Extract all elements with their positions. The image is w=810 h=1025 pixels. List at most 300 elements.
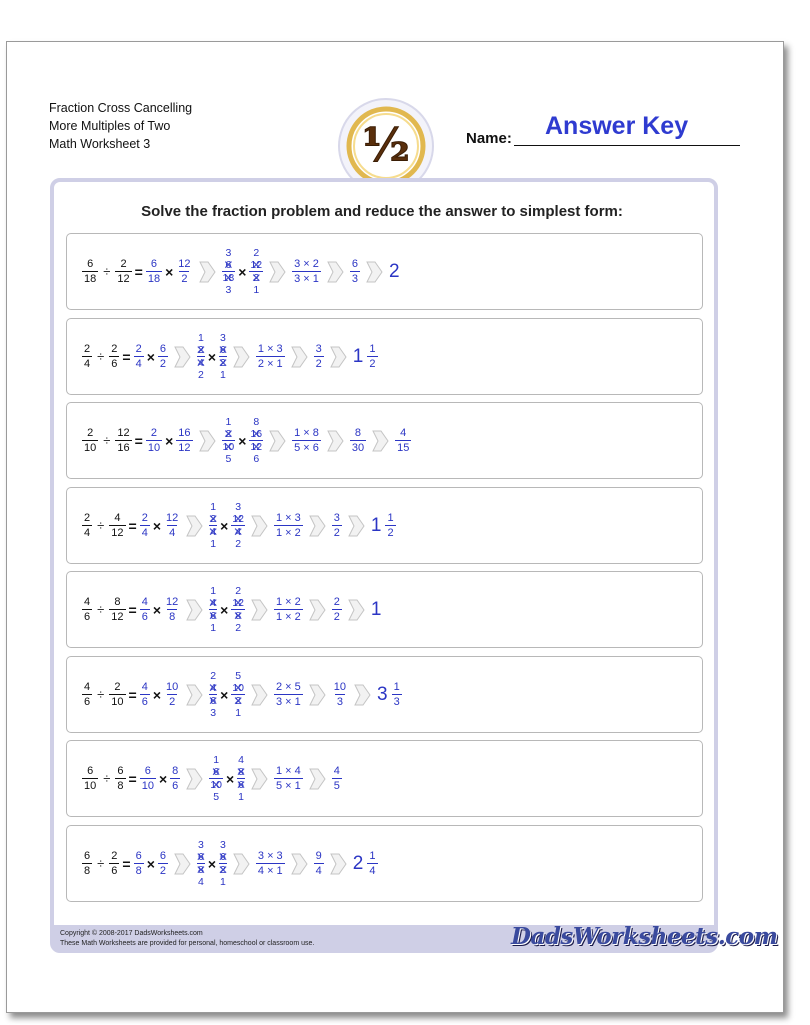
cancel-fraction-left [195, 839, 207, 888]
result-fraction-numerator: 6 [351, 258, 358, 270]
first-fraction [132, 343, 146, 370]
answer-numerator: 1 [393, 681, 400, 693]
multiply-sign: × [238, 263, 247, 280]
answer [387, 261, 402, 283]
multiply-sign: × [220, 601, 229, 618]
divisor-fraction-denominator: 10 [111, 696, 124, 708]
cancel-fraction-right [229, 501, 247, 550]
product-fraction-numerator: 3 × 2 [294, 258, 319, 270]
step-arrow-icon [251, 599, 268, 621]
cancel-fraction-left-crossed-numerator: 2 ✕ [224, 428, 232, 440]
answer-fraction [393, 427, 413, 454]
product-fraction-denominator: 4 × 1 [257, 865, 283, 877]
multiply-sign: × [225, 770, 235, 787]
cancel-fraction-left-crossed-numerator: 6 ✕ [224, 259, 232, 271]
multiply-sign: × [152, 517, 162, 534]
brand-logo: DadsWorksheets.com [511, 923, 778, 950]
first-fraction-denominator: 18 [147, 273, 161, 285]
result-fraction [330, 512, 344, 539]
divisor-fraction-numerator: 2 [111, 850, 118, 862]
first-fraction-numerator: 2 [150, 427, 158, 439]
step-arrow-icon [186, 684, 203, 706]
multiply-sign: × [152, 601, 162, 618]
multiply-sign: × [146, 855, 155, 872]
dividend-fraction-numerator: 2 [84, 343, 91, 355]
divisor-fraction-numerator: 2 [120, 258, 127, 270]
copyright [60, 929, 314, 949]
answer-fraction [390, 681, 404, 708]
first-fraction [138, 681, 152, 708]
result-fraction-denominator: 2 [333, 611, 340, 623]
step-arrow-icon [186, 768, 203, 790]
divisor-fraction [113, 258, 133, 285]
reciprocal-fraction [162, 681, 182, 708]
cancel-fraction-left-reduced-numerator: 3 [198, 839, 204, 851]
product-fraction-denominator: 2 × 1 [257, 358, 283, 370]
divide-sign: ÷ [103, 771, 111, 786]
cancel-fraction-left [207, 501, 219, 550]
reciprocal-fraction [168, 765, 182, 792]
cancel-fraction-right-crossed-denominator: 2 ✕ [234, 695, 242, 707]
first-fraction-denominator: 10 [141, 780, 154, 792]
product-fraction-numerator: 2 × 5 [275, 681, 301, 693]
problem-steps [80, 319, 380, 394]
first-fraction-numerator: 6 [144, 765, 151, 777]
cancel-fraction-right-crossed-denominator: 12 ✕ [249, 441, 263, 453]
step-arrow-icon [199, 261, 216, 283]
answer-denominator: 2 [369, 358, 376, 370]
cancel-fraction-left-reduced-numerator: 2 [210, 670, 217, 682]
cancel-fraction-right-reduced-numerator: 3 [220, 332, 226, 344]
divide-sign: ÷ [97, 349, 105, 364]
divisor-fraction-numerator: 6 [117, 765, 124, 777]
cancel-fraction-left-reduced-numerator: 1 [210, 501, 217, 513]
step-arrow-icon [354, 684, 371, 706]
step-arrow-icon [309, 684, 326, 706]
cancel-fraction-left-crossed-numerator: 4 ✕ [209, 597, 217, 609]
answer-whole: 1 [370, 514, 382, 536]
dividend-fraction [80, 343, 94, 370]
equals-sign: = [122, 855, 131, 872]
step-arrow-icon [174, 853, 191, 875]
divisor-fraction [107, 681, 127, 708]
step-arrow-icon [330, 853, 347, 875]
first-fraction-numerator: 2 [135, 343, 142, 355]
dividend-fraction-denominator: 4 [84, 358, 91, 370]
divisor-fraction-denominator: 8 [117, 780, 124, 792]
answer [330, 765, 344, 792]
cancel-fraction-left-reduced-denominator: 1 [210, 538, 217, 550]
answer-numerator: 1 [369, 343, 376, 355]
dividend-fraction-denominator: 10 [84, 442, 97, 454]
divisor-fraction-numerator: 2 [114, 681, 121, 693]
cancel-fraction-right-reduced-denominator: 1 [253, 284, 260, 296]
product-fraction [272, 681, 305, 708]
cancel-fraction-right [235, 754, 247, 803]
result-fraction-numerator: 10 [333, 681, 347, 693]
cancel-fraction-left-reduced-denominator: 1 [210, 622, 217, 634]
step-arrow-icon [327, 430, 344, 452]
step-arrow-icon [251, 684, 268, 706]
cancel-fraction-left-crossed-denominator: 6 ✕ [209, 610, 217, 622]
reciprocal-fraction [162, 512, 182, 539]
cancel-fraction-right-crossed-numerator: 12 ✕ [231, 513, 245, 525]
problem-steps [80, 826, 380, 901]
reciprocal-fraction [162, 596, 182, 623]
dividend-fraction [80, 681, 94, 708]
answer-whole: 1 [370, 598, 382, 620]
first-fraction-numerator: 4 [141, 596, 148, 608]
divisor-fraction-numerator: 2 [111, 343, 118, 355]
step-arrow-icon [269, 430, 286, 452]
problem-row [66, 656, 703, 733]
multiply-sign: × [207, 348, 217, 365]
answer-whole: 2 [352, 852, 364, 874]
cancel-fraction-left-crossed-denominator: 10 ✕ [222, 441, 236, 453]
cancel-fraction-left [195, 332, 207, 381]
cancel-fraction-right [247, 247, 265, 296]
problem-row [66, 825, 703, 902]
problem-steps [80, 741, 344, 816]
dividend-fraction-numerator: 2 [84, 512, 91, 524]
result-fraction [330, 681, 350, 708]
first-fraction [144, 427, 164, 454]
cancel-fraction-left-reduced-numerator: 3 [225, 247, 232, 259]
reciprocal-fraction-numerator: 6 [159, 343, 167, 355]
equals-sign: = [128, 517, 137, 534]
dividend-fraction-denominator: 6 [84, 611, 91, 623]
reciprocal-fraction [156, 343, 170, 370]
cancel-fraction-right-crossed-denominator: 4 ✕ [234, 526, 242, 538]
cancel-fraction-left-reduced-numerator: 1 [198, 332, 204, 344]
divisor-fraction-denominator: 12 [117, 273, 130, 285]
dividend-fraction-denominator: 10 [84, 780, 97, 792]
dividend-fraction-numerator: 6 [87, 258, 94, 270]
product-fraction-numerator: 1 × 2 [275, 596, 301, 608]
divide-sign: ÷ [97, 518, 105, 533]
answer-key-label: Answer Key [545, 112, 689, 140]
dividend-fraction-numerator: 6 [84, 850, 91, 862]
cancel-fraction-left-crossed-numerator: 2 ✕ [197, 344, 205, 356]
cancel-fraction-right [247, 416, 265, 465]
answer-fraction [365, 850, 379, 877]
step-arrow-icon [309, 515, 326, 537]
result-fraction-denominator: 4 [315, 865, 322, 877]
step-arrow-icon [372, 430, 389, 452]
answer-denominator: 5 [333, 780, 340, 792]
cancel-fraction-right-reduced-denominator: 2 [235, 538, 242, 550]
cancel-fraction-right-crossed-numerator: 6 ✕ [219, 344, 227, 356]
result-fraction-numerator: 3 [333, 512, 340, 524]
usage-notice: These Math Worksheets are provided for personal, homeschool or classroom use. [60, 940, 315, 947]
divide-sign: ÷ [103, 433, 111, 448]
dividend-fraction [80, 258, 100, 285]
worksheet-title [49, 99, 192, 153]
cancel-fraction-right-reduced-numerator: 2 [235, 585, 242, 597]
equals-sign: = [128, 770, 137, 787]
answer [375, 681, 404, 708]
cancel-fraction-right-crossed-denominator: 2 ✕ [219, 357, 227, 369]
dividend-fraction [80, 850, 94, 877]
product-fraction [272, 596, 305, 623]
step-arrow-icon [174, 346, 191, 368]
dividend-fraction-numerator: 4 [84, 596, 91, 608]
result-fraction [312, 343, 326, 370]
first-fraction [138, 765, 158, 792]
first-fraction-denominator: 4 [135, 358, 142, 370]
reciprocal-fraction-numerator: 8 [172, 765, 179, 777]
dividend-fraction-numerator: 6 [87, 765, 94, 777]
cancel-fraction-left-reduced-denominator: 5 [213, 791, 220, 803]
first-fraction-denominator: 8 [135, 865, 142, 877]
product-fraction-denominator: 3 × 1 [275, 696, 301, 708]
reciprocal-fraction [174, 427, 194, 454]
cancel-fraction-right-reduced-denominator: 1 [220, 876, 226, 888]
cancel-fraction-right-reduced-numerator: 3 [220, 839, 226, 851]
step-arrow-icon [309, 768, 326, 790]
dividend-fraction-numerator: 4 [84, 681, 91, 693]
cancel-fraction-right-crossed-denominator: 2 ✕ [252, 272, 260, 284]
cancel-fraction-right-reduced-denominator: 1 [235, 707, 242, 719]
cancel-fraction-left [207, 585, 219, 634]
problem-row [66, 740, 703, 817]
first-fraction-denominator: 6 [141, 611, 148, 623]
cancel-fraction-left-reduced-numerator: 1 [210, 585, 217, 597]
first-fraction-numerator: 4 [141, 681, 148, 693]
cancel-fraction-left-crossed-denominator: 18 ✕ [222, 272, 236, 284]
dividend-fraction-denominator: 6 [84, 696, 91, 708]
divide-sign: ÷ [97, 687, 105, 702]
problem-steps [80, 234, 402, 309]
reciprocal-fraction-denominator: 2 [159, 358, 167, 370]
multiply-sign: × [165, 263, 174, 280]
divide-sign: ÷ [97, 856, 105, 871]
result-fraction-denominator: 2 [315, 358, 322, 370]
answer-whole: 2 [388, 260, 400, 282]
answer [369, 512, 398, 539]
dividend-fraction [80, 765, 100, 792]
equals-sign: = [134, 263, 143, 280]
product-fraction [290, 258, 323, 285]
cancel-fraction-right-crossed-denominator: 6 ✕ [237, 779, 245, 791]
first-fraction-denominator: 6 [141, 696, 148, 708]
result-fraction-numerator: 8 [354, 427, 362, 439]
divide-sign: ÷ [103, 264, 111, 279]
step-arrow-icon [291, 346, 308, 368]
reciprocal-fraction-numerator: 6 [159, 850, 167, 862]
reciprocal-fraction-numerator: 16 [178, 427, 191, 439]
divisor-fraction [107, 850, 121, 877]
result-fraction [312, 850, 326, 877]
result-fraction-denominator: 3 [336, 696, 343, 708]
step-arrow-icon [186, 515, 203, 537]
cancel-fraction-left-crossed-denominator: 4 ✕ [197, 357, 205, 369]
cancel-fraction-right-crossed-numerator: 8 ✕ [237, 766, 245, 778]
cancel-fraction-right-crossed-numerator: 6 ✕ [219, 851, 227, 863]
cancel-fraction-left-reduced-numerator: 1 [225, 416, 232, 428]
cancel-fraction-right-crossed-numerator: 10 ✕ [231, 682, 245, 694]
product-fraction-denominator: 1 × 2 [275, 611, 301, 623]
multiply-sign: × [158, 770, 168, 787]
multiply-sign: × [238, 432, 247, 449]
one-half-glyph: ½ [362, 118, 410, 172]
cancel-fraction-right-reduced-denominator: 1 [238, 791, 244, 803]
step-arrow-icon [233, 853, 250, 875]
multiply-sign: × [146, 348, 155, 365]
step-arrow-icon [348, 515, 365, 537]
name-line [514, 145, 740, 146]
cancel-fraction-left [220, 416, 238, 465]
product-fraction-numerator: 1 × 8 [294, 427, 319, 439]
problem-row [66, 402, 703, 479]
divisor-fraction-denominator: 12 [111, 611, 124, 623]
reciprocal-fraction-denominator: 6 [172, 780, 179, 792]
divisor-fraction-denominator: 12 [111, 527, 124, 539]
answer-fraction [330, 765, 344, 792]
reciprocal-fraction-denominator: 12 [178, 442, 191, 454]
product-fraction-numerator: 1 × 3 [257, 343, 283, 355]
dividend-fraction-denominator: 4 [84, 527, 91, 539]
step-arrow-icon [233, 346, 250, 368]
product-fraction [254, 343, 287, 370]
cancel-fraction-right-crossed-numerator: 12 ✕ [231, 597, 245, 609]
step-arrow-icon [291, 853, 308, 875]
cancel-fraction-left-crossed-denominator: 8 ✕ [197, 864, 205, 876]
cancel-fraction-left-reduced-denominator: 3 [210, 707, 217, 719]
cancel-fraction-right-crossed-denominator: 2 ✕ [219, 864, 227, 876]
result-fraction-numerator: 2 [333, 596, 340, 608]
step-arrow-icon [251, 768, 268, 790]
reciprocal-fraction-denominator: 4 [169, 527, 176, 539]
result-fraction [348, 427, 368, 454]
title-line-3: Math Worksheet 3 [49, 137, 151, 151]
multiply-sign: × [220, 517, 229, 534]
cancel-fraction-left-reduced-numerator: 1 [213, 754, 220, 766]
cancel-fraction-right [217, 332, 229, 381]
first-fraction-denominator: 4 [141, 527, 148, 539]
cancel-fraction-left-crossed-numerator: 2 ✕ [209, 513, 217, 525]
divisor-fraction-numerator: 4 [114, 512, 121, 524]
first-fraction-denominator: 10 [147, 442, 161, 454]
product-fraction-numerator: 1 × 3 [275, 512, 301, 524]
reciprocal-fraction-denominator: 2 [169, 696, 176, 708]
reciprocal-fraction [156, 850, 170, 877]
dividend-fraction-denominator: 8 [84, 865, 91, 877]
equals-sign: = [128, 686, 137, 703]
result-fraction-denominator: 3 [351, 273, 358, 285]
reciprocal-fraction-numerator: 12 [166, 596, 179, 608]
copyright-text: Copyright © 2008-2017 DadsWorksheets.com [60, 930, 203, 937]
answer-denominator: 3 [393, 696, 400, 708]
multiply-sign: × [165, 432, 174, 449]
answer-denominator: 4 [369, 865, 376, 877]
answer [351, 850, 380, 877]
problem-steps [80, 572, 383, 647]
divide-sign: ÷ [97, 602, 105, 617]
cancel-fraction-right-reduced-numerator: 5 [235, 670, 242, 682]
answer-fraction [365, 343, 379, 370]
instructions: Solve the fraction problem and reduce the answer to simplest form: [141, 203, 623, 220]
cancel-fraction-left [207, 670, 219, 719]
cancel-fraction-left-reduced-denominator: 2 [198, 369, 204, 381]
answer-numerator: 1 [369, 850, 376, 862]
product-fraction-denominator: 3 × 1 [294, 273, 319, 285]
step-arrow-icon [186, 599, 203, 621]
problem-row [66, 571, 703, 648]
cancel-fraction-right-reduced-numerator: 4 [238, 754, 244, 766]
cancel-fraction-right-reduced-denominator: 6 [253, 453, 260, 465]
divisor-fraction-denominator: 6 [111, 358, 118, 370]
cancel-fraction-right-reduced-numerator: 8 [253, 416, 260, 428]
step-arrow-icon [199, 430, 216, 452]
reciprocal-fraction-numerator: 10 [166, 681, 179, 693]
answer-denominator: 2 [387, 527, 394, 539]
problem-row [66, 318, 703, 395]
answer-whole: 3 [377, 683, 388, 705]
result-fraction [348, 258, 362, 285]
cancel-fraction-left-crossed-denominator: 10 ✕ [209, 779, 223, 791]
answer [351, 343, 380, 370]
product-fraction [272, 765, 305, 792]
cancel-fraction-right-crossed-numerator: 16 ✕ [249, 428, 263, 440]
product-fraction-denominator: 5 × 1 [275, 780, 301, 792]
multiply-sign: × [207, 855, 217, 872]
cancel-fraction-right-reduced-denominator: 1 [220, 369, 226, 381]
cancel-fraction-left-reduced-denominator: 4 [198, 876, 204, 888]
first-fraction-numerator: 2 [141, 512, 148, 524]
cancel-fraction-right-reduced-numerator: 3 [235, 501, 242, 513]
reciprocal-fraction-numerator: 12 [166, 512, 179, 524]
cancel-fraction-right-reduced-numerator: 2 [253, 247, 260, 259]
cancel-fraction-right-crossed-numerator: 12 ✕ [249, 259, 263, 271]
reciprocal-fraction [174, 258, 194, 285]
problem-row [66, 233, 703, 310]
answer [369, 599, 384, 621]
cancel-fraction-right [229, 670, 247, 719]
result-fraction-denominator: 2 [333, 527, 340, 539]
step-arrow-icon [251, 515, 268, 537]
equals-sign: = [134, 432, 143, 449]
step-arrow-icon [269, 261, 286, 283]
reciprocal-fraction-numerator: 12 [178, 258, 191, 270]
first-fraction [138, 512, 152, 539]
cancel-fraction-right [229, 585, 247, 634]
result-fraction [330, 596, 344, 623]
result-fraction-numerator: 9 [315, 850, 322, 862]
reciprocal-fraction-denominator: 2 [159, 865, 167, 877]
dividend-fraction-numerator: 2 [87, 427, 94, 439]
cancel-fraction-left-reduced-denominator: 3 [225, 284, 232, 296]
product-fraction-denominator: 1 × 2 [275, 527, 301, 539]
dividend-fraction [80, 596, 94, 623]
first-fraction-numerator: 6 [150, 258, 158, 270]
first-fraction [132, 850, 146, 877]
title-line-1: Fraction Cross Cancelling [49, 101, 193, 115]
divisor-fraction [107, 343, 121, 370]
divisor-fraction-denominator: 6 [111, 865, 118, 877]
result-fraction-denominator: 30 [351, 442, 365, 454]
cancel-fraction-left-crossed-denominator: 6 ✕ [209, 695, 217, 707]
reciprocal-fraction-denominator: 2 [181, 273, 188, 285]
step-arrow-icon [348, 599, 365, 621]
problem-steps [80, 657, 404, 732]
result-fraction-numerator: 3 [315, 343, 322, 355]
product-fraction [254, 850, 287, 877]
answer-numerator: 4 [333, 765, 340, 777]
answer-numerator: 4 [400, 427, 407, 439]
dividend-fraction-denominator: 18 [84, 273, 97, 285]
multiply-sign: × [152, 686, 162, 703]
